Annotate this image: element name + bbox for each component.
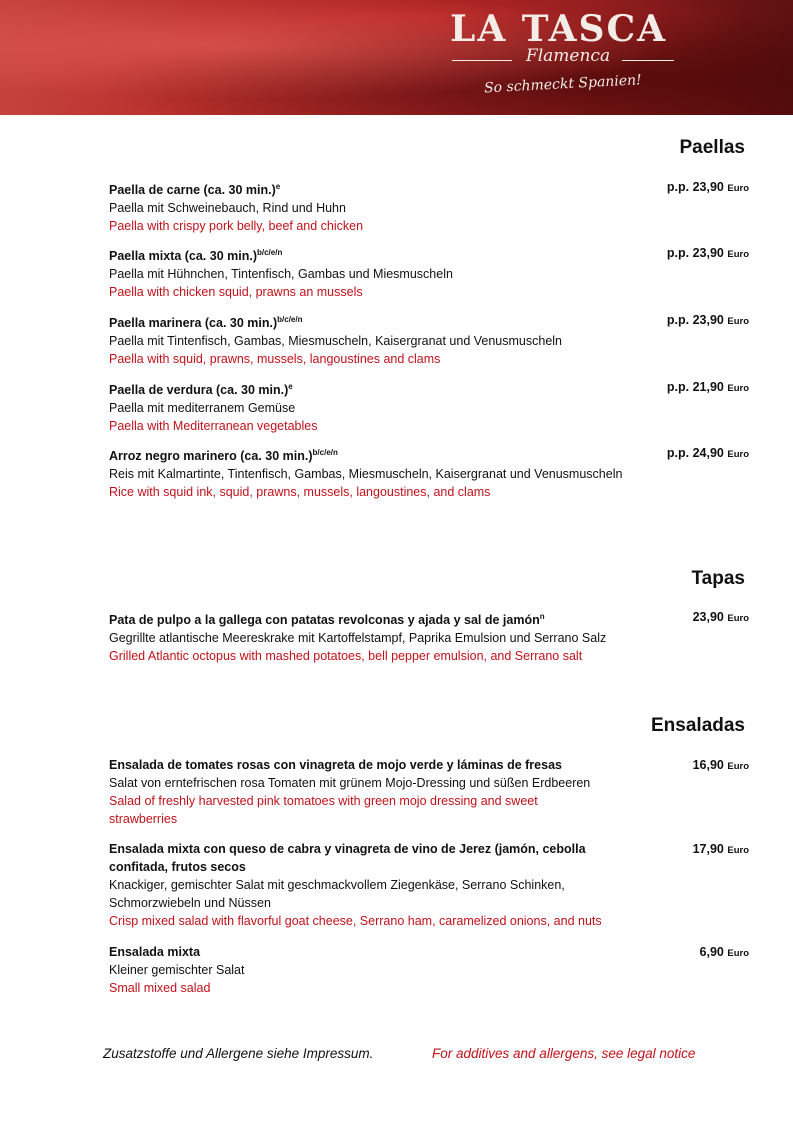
menu-item [109,840,749,930]
section-title-ensaladas: Ensaladas [651,715,745,736]
item-description-en: Crisp mixed salad with flavorful goat cheese, Serrano ham, caramelized onions, and nuts [109,914,602,928]
menu-item [109,756,749,828]
item-description-en: Paella with squid, prawns, mussels, langoustines and clams [109,352,441,366]
item-name: Pata de pulpo a la gallega con patatas revolconas y ajada y sal de jamón$^n$ [109,612,545,627]
item-description-de: Reis mit Kalmartinte, Tintenfisch, Gambas, Miesmuscheln, Kaisergranat und Venusmuscheln [109,467,623,481]
item-description-en: Grilled Atlantic octopus with mashed potatoes, bell pepper emulsion, and Serrano salt [109,649,583,663]
item-description-de: Knackiger, gemischter Salat mit geschmackvollem Ziegenkäse, Serrano Schinken, Schmorzwiebeln und Nüssen [109,878,565,910]
item-description-en: Salad of freshly harvested pink tomatoes with green mojo dressing and sweet strawberries [109,794,538,826]
item-price: p.p. 23,90 Euro [666,313,749,327]
item-name: Paella de carne (ca. 30 min.)$^e$ [109,182,281,197]
item-name: Paella mixta (ca. 30 min.)$^{b/c/e/n}$ [109,248,283,263]
item-description-de: Paella mit Schweinebauch, Rind und Huhn [109,201,346,215]
item-description-de: Kleiner gemischter Salat [109,963,245,977]
item-description-en: Small mixed salad [109,981,211,995]
item-description-de: Gegrillte atlantische Meereskrake mit Kartoffelstampf, Paprika Emulsion und Serrano Salz [109,631,607,645]
item-name: Paella marinera (ca. 30 min.)$^{b/c/e/n}$ [109,315,303,330]
item-description-en: Paella with Mediterranean vegetables [109,419,318,433]
menu-item [109,608,749,665]
item-name: Arroz negro marinero (ca. 30 min.)$^{b/c/e/n}$ [109,448,338,463]
logo-sub-text: Flamenca [525,46,611,66]
item-name: Ensalada de tomates rosas con vinagreta de mojo verde y láminas de fresas [109,758,562,772]
item-description-en: Paella with chicken squid, prawns an mussels [109,285,363,299]
footer-allergens-en: For additives and allergens, see legal notice [432,1046,696,1061]
item-name: Ensalada mixta con queso de cabra y vinagreta de vino de Jerez (jamón, cebolla confitada, frutos secos [109,842,586,874]
item-name: Ensalada mixta [109,945,201,959]
item-description-de: Paella mit Tintenfisch, Gambas, Miesmuscheln, Kaisergranat und Venusmuscheln [109,334,563,348]
item-description-en: Rice with squid ink, squid, prawns, mussels, langoustines, and clams [109,485,491,499]
menu-item [109,311,749,368]
logo-divider-left [452,60,512,61]
section-title-tapas: Tapas [691,568,745,589]
item-description-de: Paella mit mediterranem Gemüse [109,401,296,415]
section-title-paellas: Paellas [679,137,745,158]
item-description-en: Paella with crispy pork belly, beef and chicken [109,219,364,233]
menu-item [109,244,749,301]
menu-item [109,943,749,997]
logo-divider-right [622,60,674,61]
item-price: 16,90 Euro [692,758,749,772]
menu-item [109,444,749,501]
menu-item [109,178,749,235]
footer-allergens-de: Zusatzstoffe und Allergene siehe Impressum. [103,1046,374,1061]
item-price: p.p. 21,90 Euro [666,380,749,394]
item-price: p.p. 23,90 Euro [666,246,749,260]
logo-slogan: So schmeckt Spanien! [483,72,643,97]
item-name: Paella de verdura (ca. 30 min.)$^e$ [109,382,293,397]
item-price: p.p. 24,90 Euro [666,446,749,460]
item-description-de: Salat von erntefrischen rosa Tomaten mit grünem Mojo-Dressing und süßen Erdbeeren [109,776,591,790]
item-price: p.p. 23,90 Euro [666,180,749,194]
item-price: 6,90 Euro [699,945,749,959]
header-banner [0,0,793,115]
restaurant-logo [440,6,690,106]
menu-item [109,378,749,435]
item-price: 17,90 Euro [692,842,749,856]
item-description-de: Paella mit Hühnchen, Tintenfisch, Gambas und Miesmuscheln [109,267,453,281]
logo-main-text: LA TASCA [450,8,668,50]
item-price: 23,90 Euro [692,610,749,624]
